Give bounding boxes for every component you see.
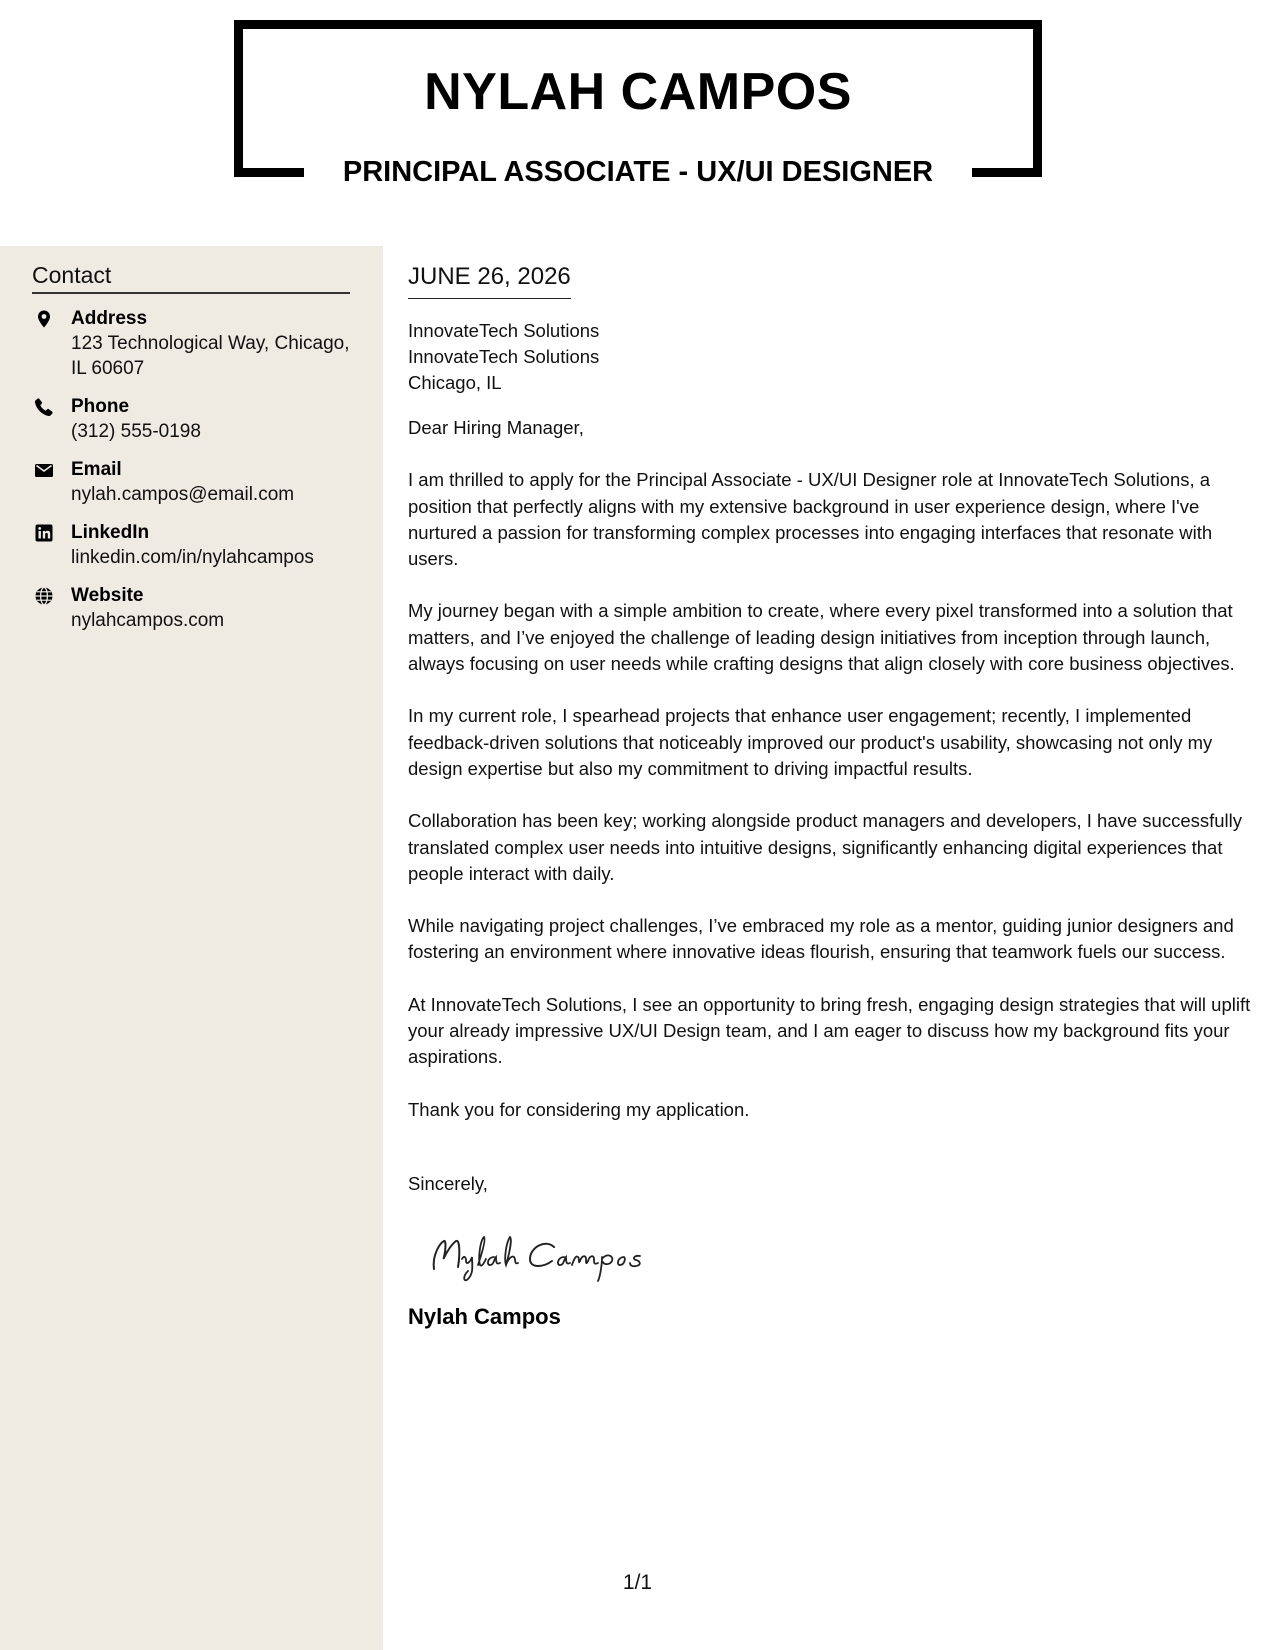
paragraph: At InnovateTech Solutions, I see an opportunity to bring fresh, engaging design strategies that will uplift your already impressive UX/UI Design team, and I am eager to discuss how my background fits your aspirations. [408,993,1251,1068]
recipient-line: Chicago, IL [408,372,502,393]
linkedin-value: linkedin.com/in/nylahcampos [71,547,314,568]
applicant-name: NYLAH CAMPOS [424,63,852,121]
page-number: 1/1 [622,1571,653,1594]
contact-item-linkedin [32,520,362,570]
contact-label: LinkedIn [71,522,150,543]
greeting: Dear Hiring Manager, [408,417,584,438]
recipient-line: InnovateTech Solutions [408,320,600,341]
website-value: nylahcampos.com [71,610,225,631]
contact-item-website [32,583,362,633]
letter-paragraphs [408,415,1253,1123]
letter-date: JUNE 26, 2026 [408,262,571,299]
handwritten-signature [422,1225,662,1285]
contact-heading: Contact [32,260,350,294]
paragraph: I am thrilled to apply for the Principal Associate - UX/UI Designer role at InnovateTech Solutions, a position that perfectly aligns with my extensive background in user experience design, where I've nurtured a passion for transforming complex processes into engaging interfaces that resonate with users. [408,469,1213,570]
address-value: 123 Technological Way, Chicago, IL 60607 [71,333,350,379]
paragraph: While navigating project challenges, I’ve embraced my role as a mentor, guiding junior designers and fostering an environment where innovative ideas flourish, ensuring that teamwork fuels our success. [408,915,1234,963]
job-title: PRINCIPAL ASSOCIATE - UX/UI DESIGNER [342,156,934,188]
contact-label: Website [71,585,144,606]
phone-value: (312) 555-0198 [71,421,201,442]
paragraph: Collaboration has been key; working alongside product managers and developers, I have successfully translated complex user needs into intuitive designs, significantly enhancing digital experiences that people interact with daily. [408,810,1243,884]
phone-icon [34,397,54,417]
contact-item-email [32,457,362,507]
contact-item-address [32,306,362,381]
paragraph: Thank you for considering my application. [408,1098,750,1120]
contact-sidebar [0,246,383,1650]
contact-label: Address [71,308,148,329]
contact-label: Phone [71,396,130,417]
closing: Sincerely, [408,1172,488,1194]
linkedin-icon [34,523,54,543]
contact-list [32,306,362,646]
paragraph: In my current role, I spearhead projects that enhance user engagement; recently, I implemented feedback-driven solutions that noticeably improved our product's usability, showcasing not only my design expertise but also my commitment to driving impactful results. [408,705,1213,779]
recipient-block [408,318,1253,396]
envelope-icon [34,460,54,480]
letter-body [408,262,1253,1331]
contact-label: Email [71,459,122,480]
location-pin-icon [34,309,54,329]
paragraph: My journey began with a simple ambition to create, where every pixel transformed into a solution that matters, and I’ve enjoyed the challenge of leading design initiatives from inception through launch, always focusing on user needs while crafting designs that align closely with core business objectives. [408,600,1235,675]
frame-top-border [234,20,1042,29]
email-value: nylah.campos@email.com [71,484,295,505]
signer-name: Nylah Campos [408,1303,561,1329]
globe-icon [34,586,54,606]
recipient-line: InnovateTech Solutions [408,346,600,367]
contact-item-phone [32,394,362,444]
